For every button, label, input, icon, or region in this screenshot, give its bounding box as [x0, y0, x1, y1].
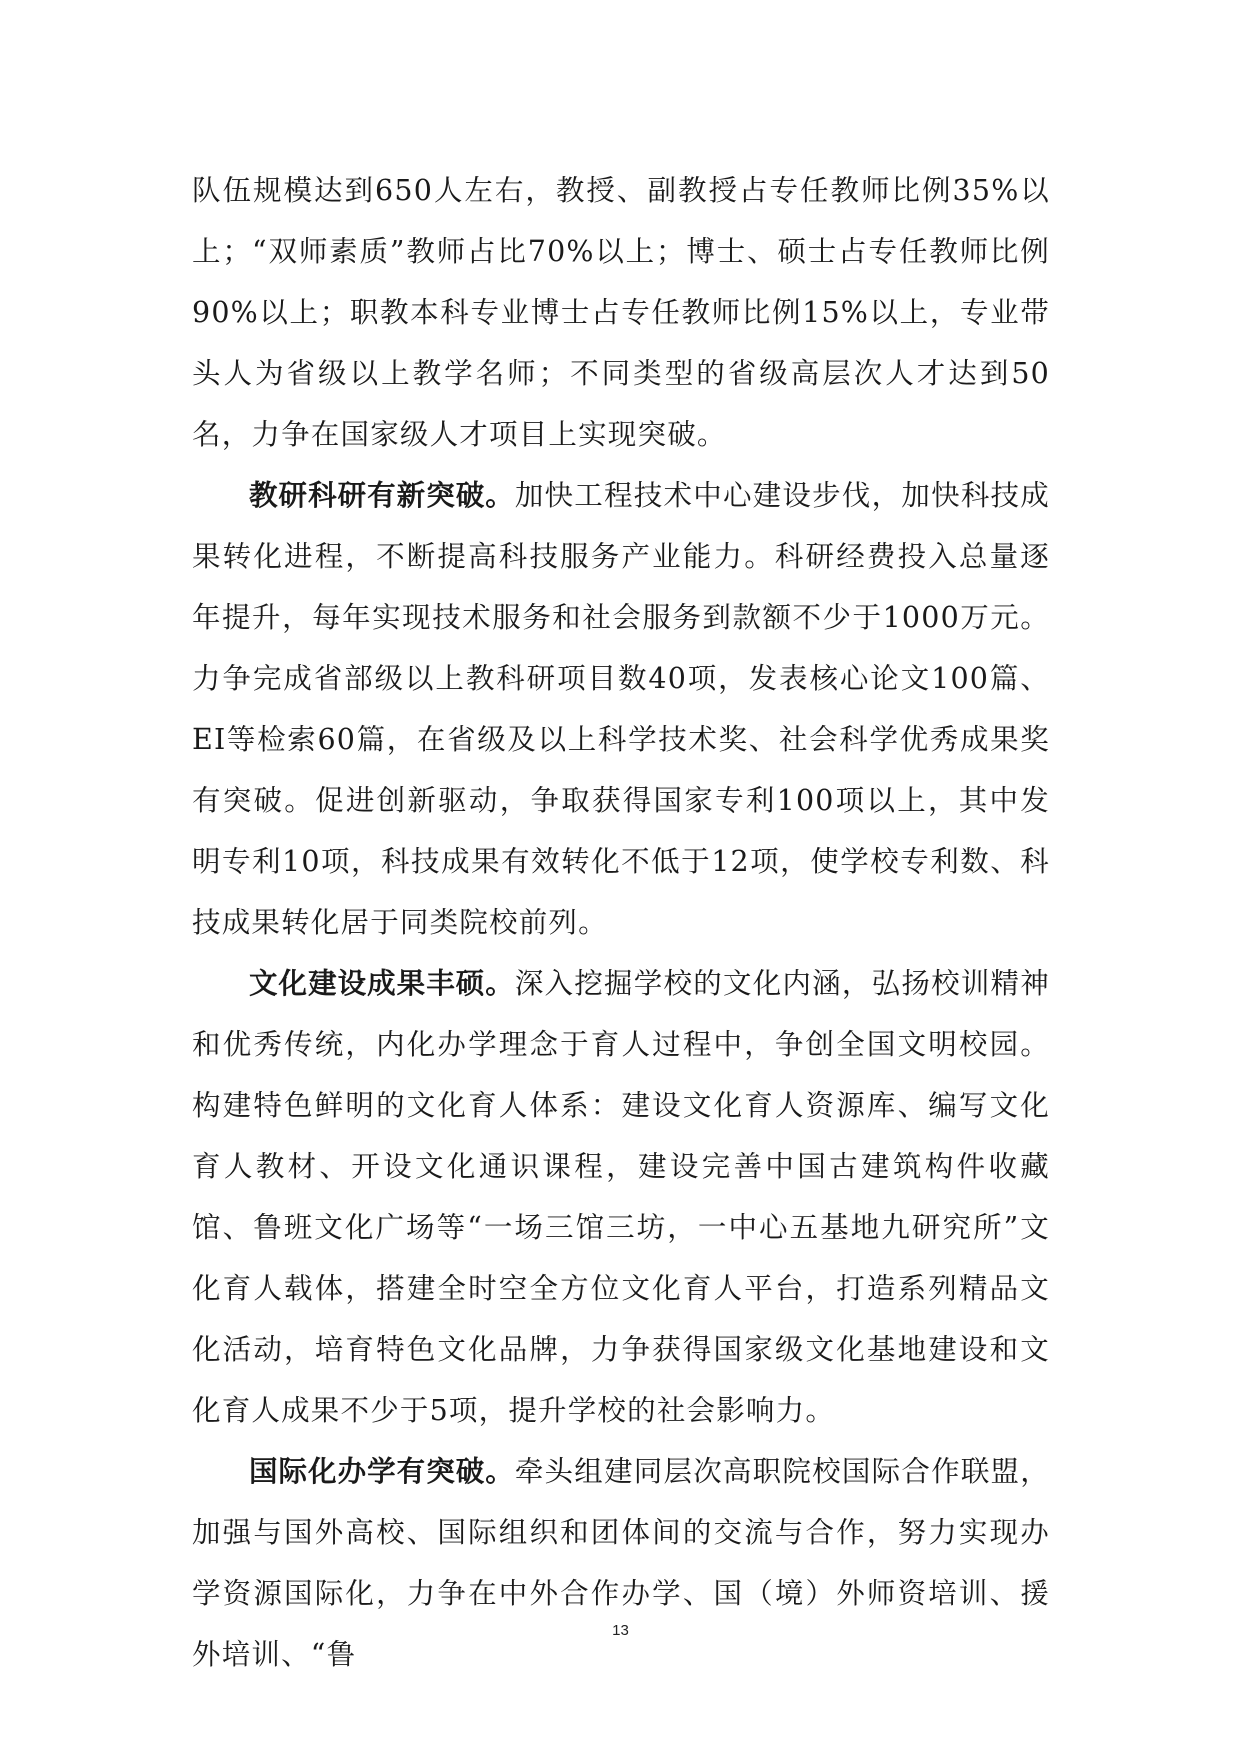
paragraph-text: 深入挖掘学校的文化内涵，弘扬校训精神和优秀传统，内化办学理念于育人过程中，争创全国文明校园。构建特色鲜明的文化育人体系：建设文化育人资源库、编写文化育人教材、开设文化通识课程，建设完善中国古建筑构件收藏馆、鲁班文化广场等“一场三馆三坊，一中心五基地九研究所”文化育人载体，搭建全时空全方位文化育人平台，打造系列精品文化活动，培育特色文化品牌，力争获得国家级文化基地建设和文化育人成果不少于5项，提升学校的社会影响力。	[192, 967, 1050, 1427]
paragraph-research	[192, 465, 1050, 953]
page-number: 13	[612, 1622, 629, 1639]
document-body	[192, 160, 1050, 1685]
paragraph-text: 加快工程技术中心建设步伐，加快科技成果转化进程，不断提高科技服务产业能力。科研经费投入总量逐年提升，每年实现技术服务和社会服务到款额不少于1000万元。力争完成省部级以上教科研项目数40项，发表核心论文100篇、EI等检索60篇，在省级及以上科学技术奖、社会科学优秀成果奖有突破。促进创新驱动，争取获得国家专利100项以上，其中发明专利10项，科技成果有效转化不低于12项，使学校专利数、科技成果转化居于同类院校前列。	[192, 479, 1050, 939]
paragraph-heading: 教研科研有新突破。	[249, 479, 515, 512]
paragraph-heading: 国际化办学有突破。	[249, 1455, 515, 1488]
paragraph-international	[192, 1441, 1050, 1685]
paragraph-text: 牵头组建同层次高职院校国际合作联盟，加强与国外高校、国际组织和团体间的交流与合作，努力实现办学资源国际化，力争在中外合作办学、国（境）外师资培训、援外培训、“鲁	[192, 1455, 1050, 1671]
paragraph-heading: 文化建设成果丰硕。	[249, 967, 515, 1000]
paragraph-text: 队伍规模达到650人左右，教授、副教授占专任教师比例35%以上；“双师素质”教师占比70%以上；博士、硕士占专任教师比例90%以上；职教本科专业博士占专任教师比例15%以上，专业带头人为省级以上教学名师；不同类型的省级高层次人才达到50名，力争在国家级人才项目上实现突破。	[192, 174, 1050, 451]
paragraph-culture	[192, 953, 1050, 1441]
paragraph-teaching-staff	[192, 160, 1050, 465]
